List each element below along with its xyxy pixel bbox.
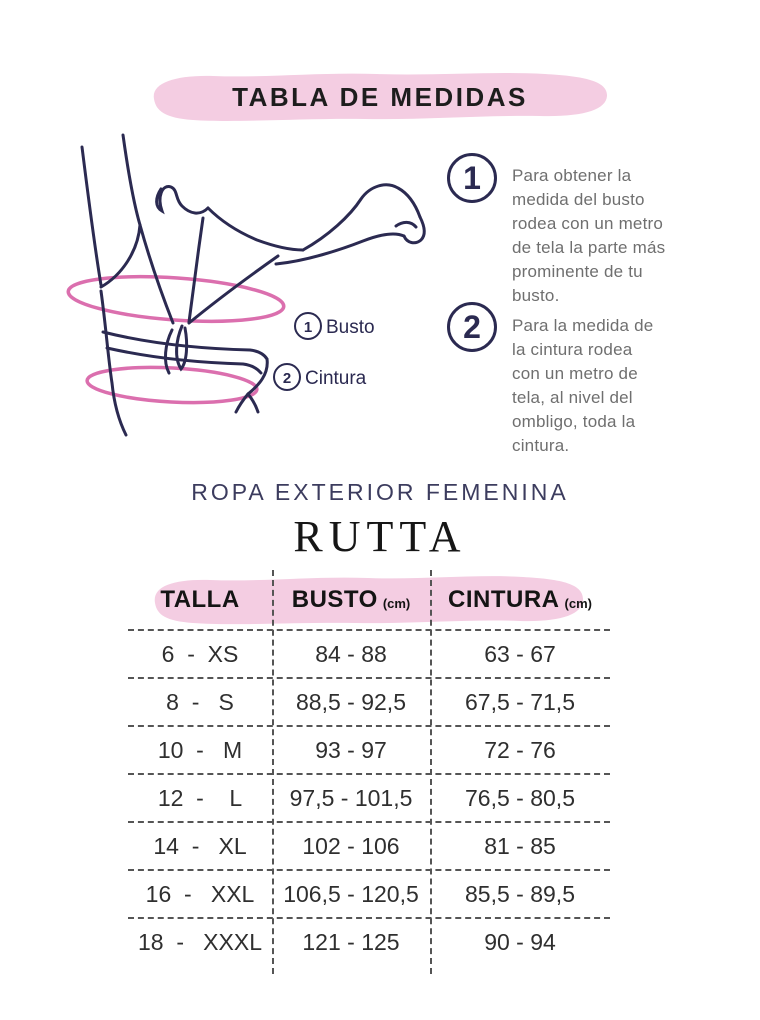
table-row [128, 869, 610, 917]
cell-talla: 14 - XL [153, 832, 247, 859]
cell-cintura: 76,5 - 80,5 [465, 784, 575, 811]
cell-cintura: 90 - 94 [484, 928, 556, 955]
cell-cintura: 81 - 85 [484, 832, 556, 859]
step-2-text-line: cintura. [512, 436, 570, 455]
table-row [128, 821, 610, 869]
bust-label-text: Busto [326, 317, 375, 338]
cell-busto: 88,5 - 92,5 [296, 688, 406, 715]
waist-label-number: 2 [282, 370, 292, 387]
title-banner [125, 68, 635, 126]
step-1-badge [447, 153, 497, 203]
header-busto-label: BUSTO [291, 586, 378, 613]
header-cintura-label: CINTURA [448, 586, 560, 613]
table-row [128, 677, 610, 725]
cell-talla: 8 - S [166, 688, 234, 715]
step-1-text-line: prominente de tu [512, 262, 643, 281]
header-busto-unit: (cm) [382, 595, 411, 611]
table-row [128, 629, 610, 677]
column-divider [272, 570, 274, 974]
cell-cintura: 85,5 - 89,5 [465, 880, 575, 907]
header-talla-label: TALLA [160, 586, 240, 613]
step-2-text-line: con un metro de [512, 364, 638, 383]
table-row [128, 917, 610, 965]
step-2-badge [447, 302, 497, 352]
table-row [128, 725, 610, 773]
header-cintura [430, 571, 610, 629]
cell-talla: 6 - XS [161, 640, 239, 667]
cell-busto: 102 - 106 [302, 832, 400, 859]
cell-busto: 84 - 88 [315, 640, 387, 667]
table-body [128, 629, 610, 965]
waist-label-text: Cintura [305, 368, 367, 389]
step-1-text-line: rodea con un metro [512, 214, 664, 233]
body-line-art [82, 135, 424, 435]
step-2-text [512, 314, 727, 458]
cell-talla: 12 - L [157, 784, 243, 811]
cell-talla: 10 - M [157, 736, 243, 763]
step-1-text-line: Para obtener la [512, 166, 632, 185]
figure-labels [274, 313, 375, 390]
table-row [128, 773, 610, 821]
size-table [128, 568, 610, 980]
bust-label-number: 1 [303, 319, 313, 336]
brand-logo: RUTTA [293, 512, 467, 561]
step-2-text-line: Para la medida de [512, 316, 654, 335]
header-talla [128, 571, 272, 629]
step-1-text-line: de tela la parte más [512, 238, 666, 257]
header-busto [272, 571, 430, 629]
cell-busto: 97,5 - 101,5 [289, 784, 413, 811]
cell-talla: 16 - XXL [145, 880, 255, 907]
header-cintura-unit: (cm) [564, 595, 592, 611]
cell-cintura: 63 - 67 [484, 640, 556, 667]
measurement-illustration [45, 133, 445, 468]
step-2-text-line: ombligo, toda la [512, 412, 636, 431]
section-title: ROPA EXTERIOR FEMENINA [191, 479, 569, 505]
step-1-text-line: busto. [512, 286, 560, 305]
column-divider [430, 570, 432, 974]
cell-busto: 93 - 97 [315, 736, 387, 763]
step-1-text [512, 164, 727, 308]
cell-busto: 106,5 - 120,5 [283, 880, 419, 907]
table-header-row [128, 571, 610, 629]
step-2-text-line: tela, al nivel del [512, 388, 633, 407]
cell-cintura: 67,5 - 71,5 [465, 688, 575, 715]
step-2-text-line: la cintura rodea [512, 340, 633, 359]
step-2-number: 2 [463, 308, 481, 345]
step-1-number: 1 [463, 159, 481, 196]
cell-cintura: 72 - 76 [484, 736, 556, 763]
cell-busto: 121 - 125 [302, 928, 400, 955]
page-title: TABLA DE MEDIDAS [232, 81, 528, 112]
step-1-text-line: medida del busto [512, 190, 645, 209]
cell-talla: 18 - XXXL [137, 928, 262, 955]
